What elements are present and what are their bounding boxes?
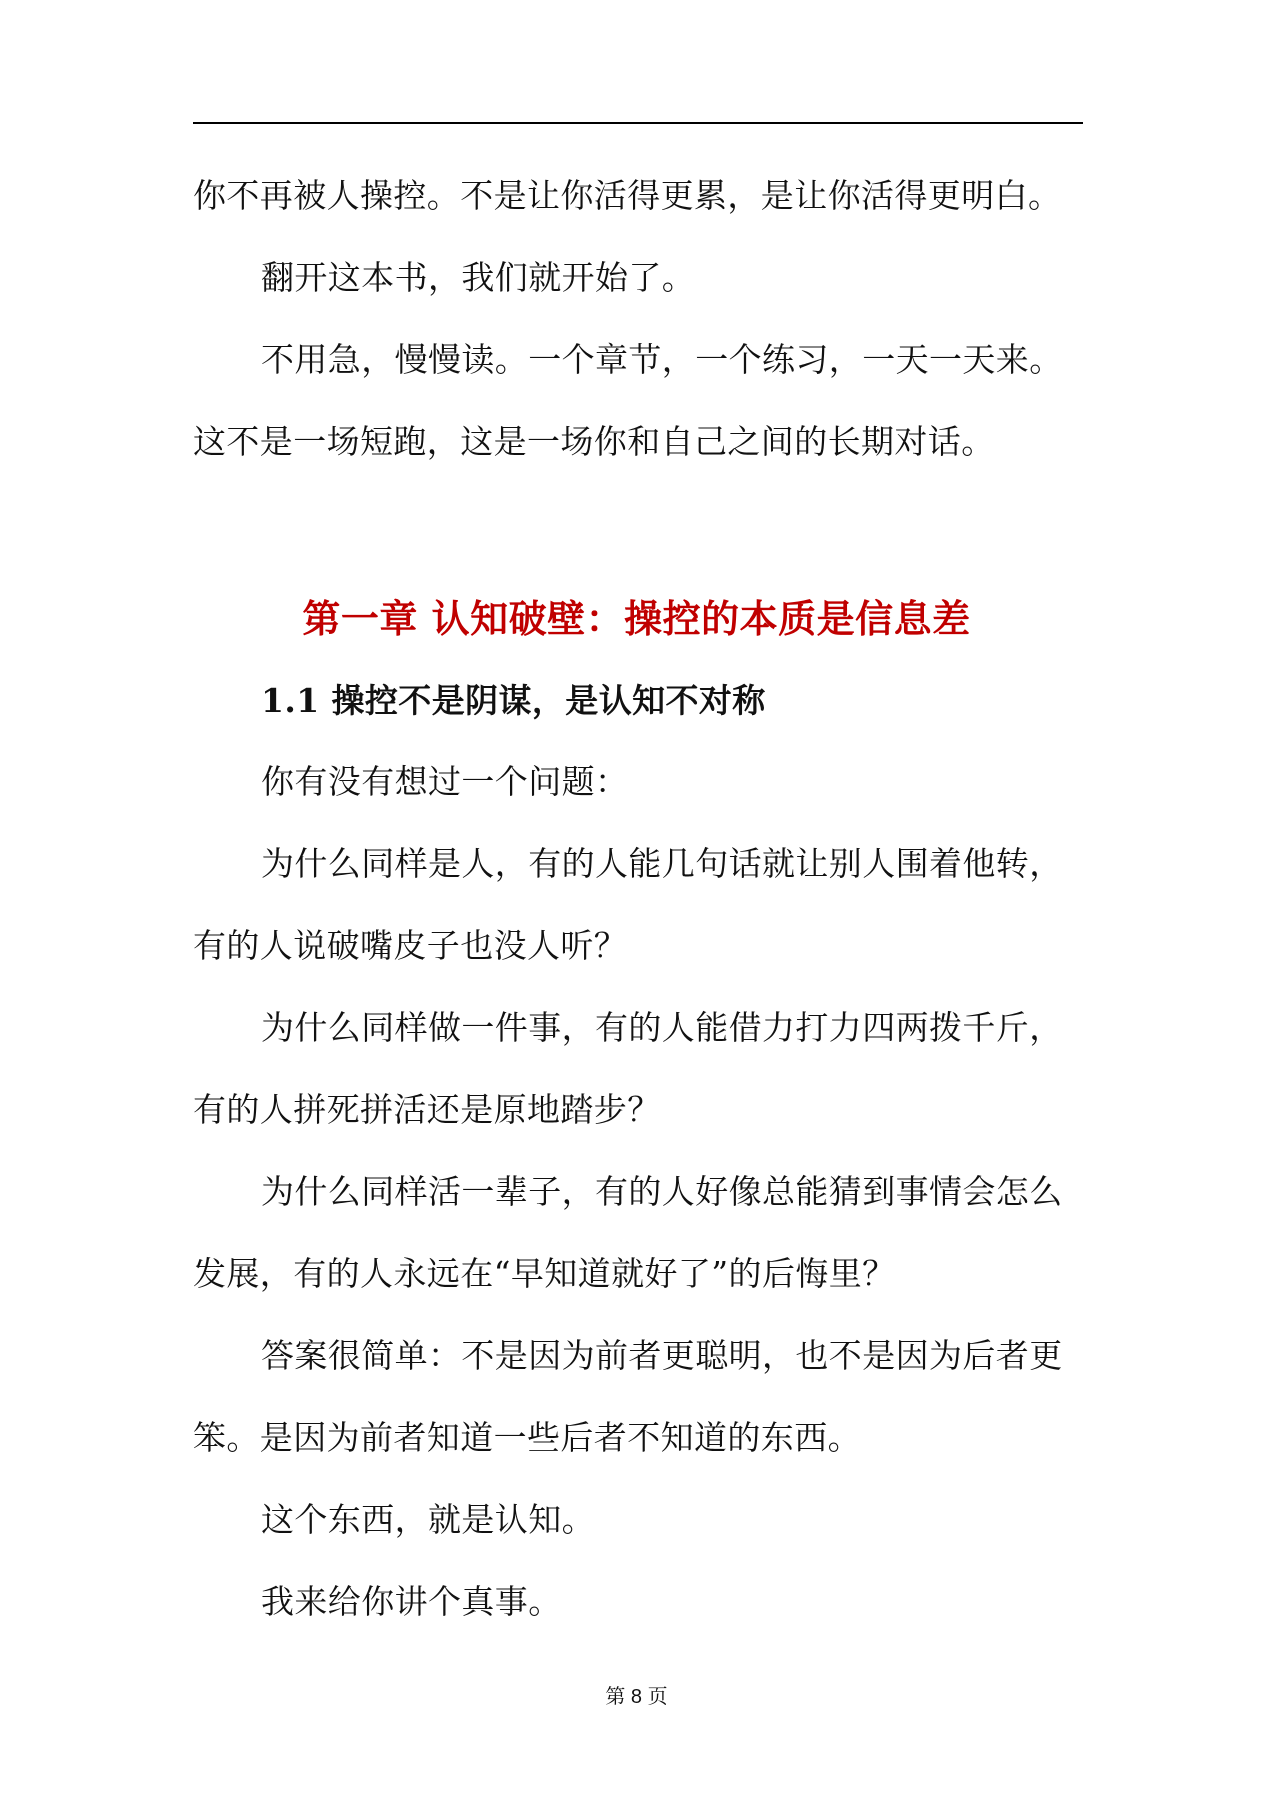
body-line: 翻开这本书，我们就开始了。 <box>261 258 696 297</box>
paragraph-line: 为什么同样活一辈子，有的人好像总能猜到事情会怎么 <box>261 1172 1063 1211</box>
paragraph-line: 答案很简单：不是因为前者更聪明，也不是因为后者更 <box>261 1336 1063 1375</box>
body-line: 你不再被人操控。不是让你活得更累，是让你活得更明白。 <box>193 176 1062 215</box>
paragraph-line: 这个东西，就是认知。 <box>261 1500 595 1539</box>
paragraph-line: 有的人拼死拼活还是原地踏步？ <box>193 1090 661 1129</box>
paragraph-line: 发展，有的人永远在“早知道就好了”的后悔里？ <box>193 1254 896 1293</box>
paragraph-line: 为什么同样是人，有的人能几句话就让别人围着他转， <box>261 844 1063 883</box>
paragraph-line: 笨。是因为前者知道一些后者不知道的东西。 <box>193 1418 861 1457</box>
body-line: 不用急，慢慢读。一个章节，一个练习，一天一天来。 <box>261 340 1063 379</box>
section-heading: 1.1 操控不是阴谋，是认知不对称 <box>261 681 766 720</box>
paragraph-line: 我来给你讲个真事。 <box>261 1582 562 1621</box>
paragraph-line: 为什么同样做一件事，有的人能借力打力四两拨千斤， <box>261 1008 1063 1047</box>
paragraph-line: 你有没有想过一个问题： <box>261 762 629 801</box>
paragraph-line: 有的人说破嘴皮子也没人听？ <box>193 926 628 965</box>
page-number: 第 8 页 <box>605 1686 668 1708</box>
chapter-title: 第一章 认知破壁：操控的本质是信息差 <box>302 596 971 641</box>
body-line: 这不是一场短跑，这是一场你和自己之间的长期对话。 <box>193 422 995 461</box>
header-rule <box>193 122 1083 124</box>
